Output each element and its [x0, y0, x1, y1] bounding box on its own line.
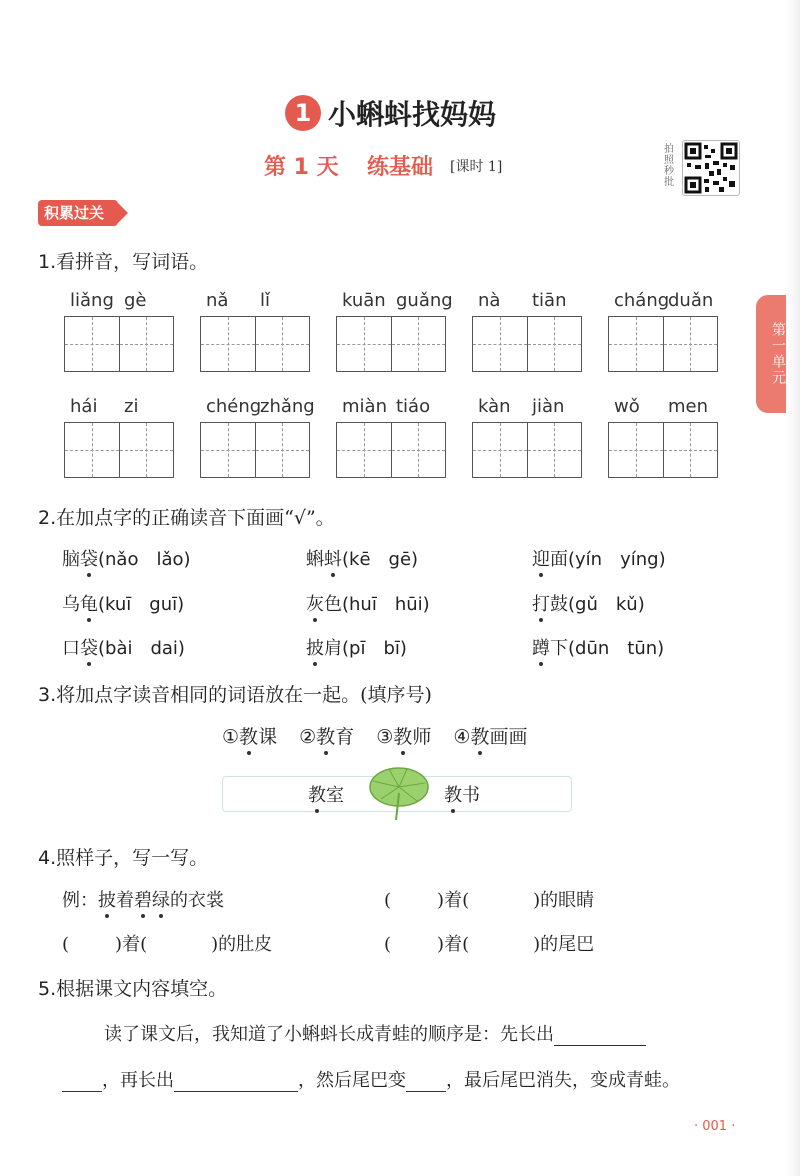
pinyin-syllable: miàn: [342, 396, 387, 417]
q5-blank-1-cont[interactable]: [62, 1073, 102, 1092]
example-char: 的: [170, 890, 188, 911]
pinyin-text: [336, 290, 453, 314]
writing-box-pair[interactable]: [64, 422, 174, 478]
writing-box[interactable]: [527, 423, 582, 477]
q3-option-3: ③教师: [376, 726, 431, 748]
pinyin-text: [200, 290, 312, 314]
writing-box[interactable]: [391, 317, 446, 371]
pinyin-syllable: tiáo: [396, 396, 431, 417]
pinyin-text: [472, 396, 584, 420]
q3-left-word: 教室: [308, 781, 344, 807]
writing-box[interactable]: [337, 317, 391, 371]
q5-blank-3[interactable]: [406, 1073, 446, 1092]
pinyin-syllable: liǎng: [70, 290, 114, 311]
example-char: 衣: [188, 890, 206, 911]
pinyin-text: [336, 396, 448, 420]
writing-box[interactable]: [119, 423, 174, 477]
writing-box[interactable]: [473, 423, 527, 477]
writing-box[interactable]: [609, 317, 663, 371]
page-number: · 001 ·: [694, 1119, 736, 1134]
writing-box[interactable]: [391, 423, 446, 477]
example-char: 着: [116, 890, 134, 911]
dotted-char: 教: [470, 722, 489, 749]
pinyin-text: [200, 396, 315, 420]
dotted-char: 教: [239, 722, 258, 749]
writing-box-pair[interactable]: [608, 316, 718, 372]
day-title: 练基础: [367, 155, 434, 180]
dotted-char: 教: [316, 722, 335, 749]
writing-box-pair[interactable]: [336, 316, 446, 372]
pinyin-syllable: duǎn: [668, 290, 714, 311]
q3-option-2: ②教育: [299, 726, 354, 748]
q4-number: 4.: [38, 847, 57, 869]
writing-box[interactable]: [65, 423, 119, 477]
writing-box[interactable]: [201, 317, 255, 371]
dotted-char: 教: [308, 781, 326, 807]
writing-box[interactable]: [663, 317, 718, 371]
pinyin-syllable: wǒ: [614, 396, 640, 417]
q4-blank-line-3[interactable]: ( )着( )的尾巴: [384, 934, 595, 955]
reading-choice-item[interactable]: [532, 545, 666, 571]
dotted-char: 披: [306, 634, 324, 660]
q5-line-2a: ，再长出: [102, 1070, 174, 1091]
q4-example-label: 例：: [62, 890, 98, 911]
q4-title: [38, 843, 208, 870]
reading-choice-item[interactable]: [306, 545, 418, 571]
pinyin-options: (kuī guī): [98, 594, 185, 615]
q5-number: 5.: [38, 978, 57, 1000]
q4-end-3: 的尾巴: [540, 934, 595, 955]
q5-blank-2[interactable]: [174, 1073, 298, 1092]
q4-end-1: 的眼睛: [540, 890, 595, 911]
pinyin-options: (yín yíng): [568, 549, 666, 570]
writing-box[interactable]: [337, 423, 391, 477]
word-rest: 面: [550, 549, 568, 570]
q5-line-1-text: 读了课文后，我知道了小蝌蚪长成青蛙的顺序是：先长出: [104, 1024, 554, 1045]
q5-line-2c: ，最后尾巴消失，变成青蛙。: [446, 1070, 680, 1091]
pinyin-syllable: gè: [124, 290, 147, 311]
page-edge-shadow: [786, 0, 800, 1176]
word-rest: 龟: [80, 590, 98, 616]
writing-box-pair[interactable]: [608, 422, 718, 478]
dotted-char: 迎: [532, 545, 550, 571]
qr-caption: 拍照秒批: [664, 144, 674, 188]
dotted-char: 教: [444, 781, 462, 807]
word-rest: 鼓: [550, 594, 568, 615]
pinyin-options: (kē gē): [342, 549, 419, 570]
pinyin-syllable: men: [668, 396, 709, 417]
pinyin-syllable: hái: [70, 396, 98, 417]
reading-choice-item[interactable]: [532, 590, 645, 616]
writing-box-pair[interactable]: [64, 316, 174, 372]
q2-title: [38, 503, 335, 530]
q3-option-list: [222, 722, 543, 749]
example-char: 裳: [206, 890, 224, 911]
pinyin-syllable: tiān: [532, 290, 567, 311]
reading-choice-item[interactable]: [62, 634, 185, 660]
q4-mid-3: 着: [444, 934, 463, 955]
dotted-char: 蹲: [532, 634, 550, 660]
pinyin-syllable: lǐ: [260, 290, 271, 311]
pinyin-syllable: kuān: [342, 290, 386, 311]
pinyin-options: (bài dai): [98, 638, 185, 659]
pinyin-syllable: zi: [124, 396, 139, 417]
pinyin-options: (huī hūi): [342, 594, 430, 615]
writing-box[interactable]: [65, 317, 119, 371]
pinyin-syllable: nà: [478, 290, 501, 311]
example-char: 绿: [152, 886, 170, 912]
pinyin-syllable: jiàn: [532, 396, 565, 417]
day-label: 第 1 天: [264, 155, 339, 180]
pinyin-text: [472, 290, 584, 314]
q5-line-2b: ，然后尾巴变: [298, 1070, 406, 1091]
pinyin-text: [64, 290, 176, 314]
writing-box[interactable]: [255, 423, 310, 477]
reading-choice-item[interactable]: [306, 634, 407, 660]
lesson-number-badge: 1: [285, 95, 321, 131]
writing-box-pair[interactable]: [200, 422, 310, 478]
pinyin-options: (nǎo lǎo): [98, 549, 191, 570]
q1-title: [38, 247, 208, 274]
dotted-char: 蝌: [306, 549, 324, 570]
class-tag: [课时 1]: [450, 159, 503, 175]
writing-box-pair[interactable]: [336, 422, 446, 478]
q2-number: 2.: [38, 507, 57, 529]
q4-blank-line-1[interactable]: ( )着( )的眼睛: [384, 890, 595, 911]
unit-side-tab[interactable]: 第一单元: [756, 295, 800, 413]
q5-line-2: [62, 1066, 680, 1092]
word-rest: 下: [550, 638, 568, 659]
pinyin-syllable: kàn: [478, 396, 511, 417]
q4-blank-line-2[interactable]: ( )着( )的肚皮: [62, 934, 273, 955]
writing-box[interactable]: [609, 423, 663, 477]
writing-box-pair[interactable]: [472, 422, 582, 478]
pinyin-syllable: guǎng: [396, 290, 453, 311]
lesson-title: 小蝌蚪找妈妈: [328, 98, 497, 131]
example-char: 披: [98, 886, 116, 912]
pinyin-options: (pī bī): [342, 638, 407, 659]
writing-box[interactable]: [473, 317, 527, 371]
q3-option-4: ④教画画: [453, 726, 527, 748]
word-rest: 袋: [80, 545, 98, 571]
pinyin-options: (gǔ kǔ): [568, 594, 645, 615]
writing-box[interactable]: [663, 423, 718, 477]
q5-text: 根据课文内容填空。: [56, 978, 228, 1000]
writing-box-pair[interactable]: [472, 316, 582, 372]
writing-box-pair[interactable]: [200, 316, 310, 372]
q3-text: 将加点字读音相同的词语放在一起。(填序号): [56, 684, 432, 706]
pinyin-syllable: zhǎng: [260, 396, 315, 417]
writing-box[interactable]: [201, 423, 255, 477]
q3-right-word: 教书: [444, 781, 480, 807]
word-rest: 蚪: [324, 545, 342, 571]
q4-mid-1: 着: [444, 890, 463, 911]
pinyin-text: [64, 396, 176, 420]
q5-title: [38, 974, 227, 1001]
reading-choice-item[interactable]: [62, 545, 191, 571]
q3-title: [38, 680, 432, 707]
pinyin-syllable: chéng: [206, 396, 262, 417]
dotted-char: 口: [62, 638, 80, 659]
writing-box[interactable]: [119, 317, 174, 371]
word-rest: 色: [324, 594, 342, 615]
reading-choice-item[interactable]: [306, 590, 430, 616]
q4-mid-2: 着: [122, 934, 141, 955]
dotted-char: 打: [532, 590, 550, 616]
q4-end-2: 的肚皮: [218, 934, 273, 955]
dotted-char: 脑: [62, 549, 80, 570]
reading-choice-item[interactable]: [62, 590, 184, 616]
dotted-char: 乌: [62, 594, 80, 615]
q1-text: 看拼音，写词语。: [56, 251, 209, 273]
qr-code-icon[interactable]: [682, 140, 740, 196]
lotus-leaf-icon: [367, 763, 431, 821]
dotted-char: 灰: [306, 590, 324, 616]
pinyin-syllable: cháng: [614, 290, 670, 311]
q4-text: 照样子，写一写。: [56, 847, 209, 869]
pinyin-options: (dūn tūn): [568, 638, 665, 659]
q1-number: 1.: [38, 251, 57, 273]
q3-option-1: ①教课: [222, 726, 277, 748]
example-char: 碧: [134, 886, 152, 912]
pinyin-text: [608, 396, 720, 420]
q2-text: 在加点字的正确读音下面画“√”。: [56, 507, 335, 529]
q4-example-text: [98, 890, 224, 911]
q4-example: [62, 886, 224, 912]
pinyin-text: [608, 290, 720, 314]
word-rest: 袋: [80, 634, 98, 660]
word-rest: 肩: [324, 638, 342, 659]
q3-number: 3.: [38, 684, 57, 706]
reading-choice-item[interactable]: [532, 634, 664, 660]
section-badge: 积累过关: [38, 200, 118, 226]
q5-blank-1[interactable]: [554, 1027, 646, 1046]
dotted-char: 教: [393, 722, 412, 749]
pinyin-syllable: nǎ: [206, 290, 229, 311]
writing-box[interactable]: [255, 317, 310, 371]
writing-box[interactable]: [527, 317, 582, 371]
q5-line-1: [104, 1020, 646, 1046]
